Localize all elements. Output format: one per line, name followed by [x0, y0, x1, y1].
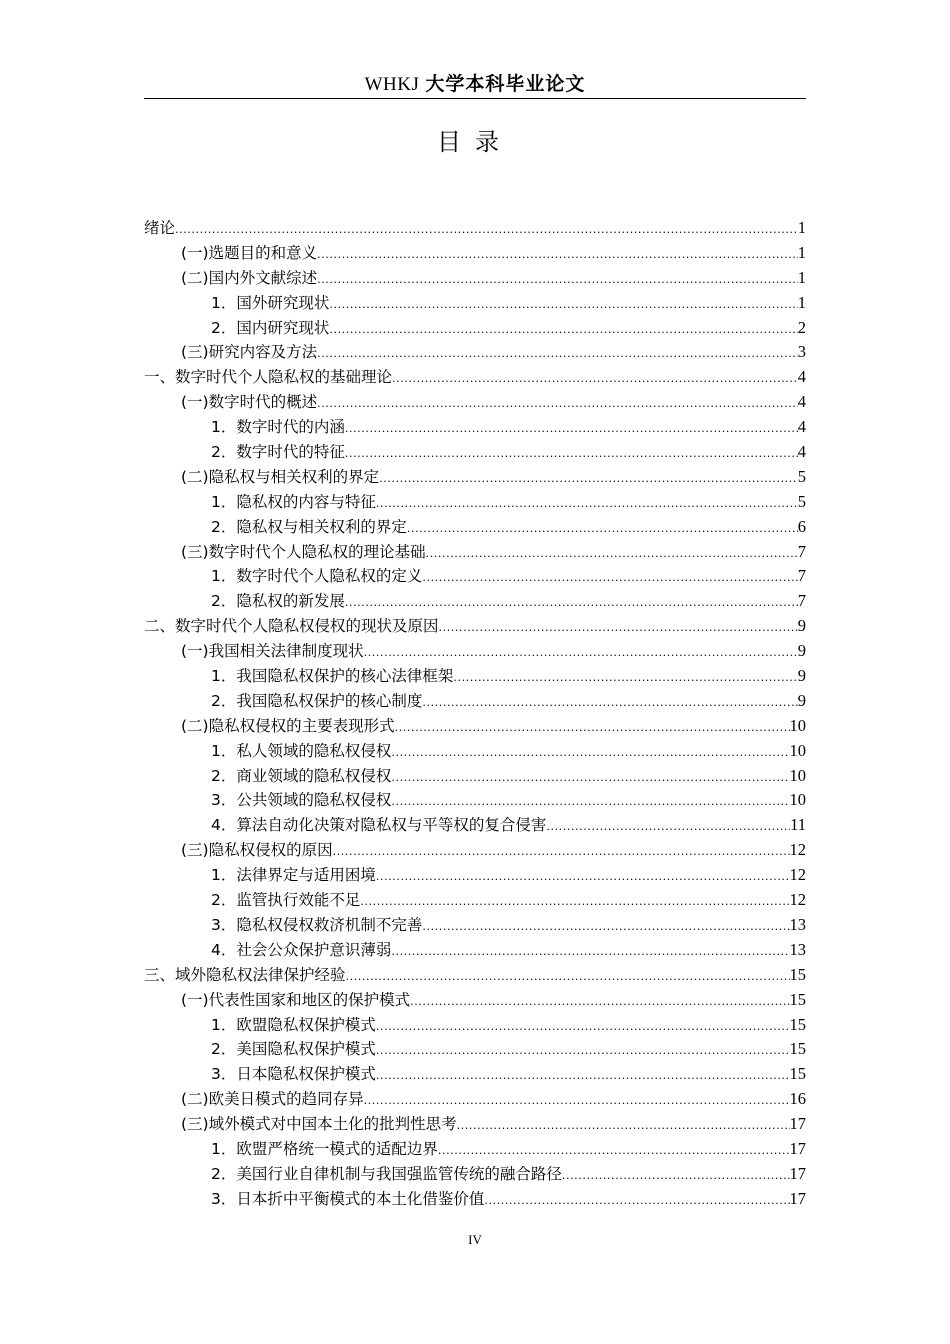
toc-entry-page: 4	[797, 392, 806, 412]
toc-dot-leader	[484, 1189, 789, 1214]
toc-entry-page: 7	[797, 566, 806, 586]
toc-entry-title: 4．社会公众保护意识薄弱	[211, 940, 392, 959]
toc-dot-leader	[333, 840, 790, 865]
toc-dot-leader	[562, 1164, 790, 1189]
toc-entry[interactable]	[144, 515, 806, 540]
toc-entry-page: 9	[797, 616, 806, 636]
toc-entry-page: 5	[797, 466, 806, 486]
toc-entry-page: 17	[789, 1188, 806, 1208]
toc-entry[interactable]	[144, 689, 806, 714]
toc-entry[interactable]	[144, 714, 806, 739]
toc-entry-page: 1	[797, 267, 806, 287]
toc-entry[interactable]	[144, 340, 806, 365]
toc-entry-page: 1	[797, 218, 806, 237]
toc-dot-leader	[376, 1015, 790, 1040]
toc-dot-leader	[546, 815, 790, 840]
toc-entry[interactable]	[144, 764, 806, 789]
toc-dot-leader	[329, 318, 797, 343]
toc-entry-title: 绪论	[144, 219, 176, 237]
toc-entry-page: 16	[789, 1089, 806, 1109]
toc-dot-leader	[391, 790, 789, 815]
toc-entry[interactable]	[144, 1087, 806, 1112]
toc-entry-page: 2	[797, 317, 806, 337]
page-number: IV	[468, 1232, 482, 1247]
toc-entry[interactable]	[144, 913, 806, 938]
toc-entry[interactable]	[144, 440, 806, 465]
toc-dot-leader	[317, 392, 798, 417]
toc-entry[interactable]	[144, 739, 806, 764]
toc-entry[interactable]	[144, 540, 806, 565]
toc-entry-title: (二)隐私权与相关权利的界定	[181, 467, 380, 486]
toc-entry-title: (二)欧美日模式的趋同存异	[181, 1090, 364, 1109]
toc-dot-leader	[422, 915, 789, 940]
toc-entry-title: 2．国内研究现状	[211, 318, 330, 337]
toc-dot-leader	[364, 1089, 790, 1114]
toc-dot-leader	[391, 766, 789, 791]
toc-entry-page: 15	[789, 964, 806, 984]
toc-entry-page: 3	[797, 342, 806, 362]
toc-entry-page: 15	[789, 1039, 806, 1059]
toc-entry-page: 17	[789, 1114, 806, 1134]
toc-entry-page: 10	[789, 740, 806, 760]
toc-entry-title: 2．监管执行效能不足	[211, 891, 361, 910]
toc-dot-leader	[395, 716, 790, 741]
toc-entry-title: 1．国外研究现状	[211, 293, 330, 312]
toc-dot-leader	[329, 293, 797, 318]
toc-dot-leader	[410, 990, 789, 1015]
toc-dot-leader	[360, 890, 789, 915]
toc-entry-title: (三)域外模式对中国本土化的批判性思考	[181, 1115, 457, 1134]
toc-entry[interactable]	[144, 490, 806, 515]
toc-entry[interactable]	[144, 266, 806, 291]
toc-entry-page: 17	[789, 1163, 806, 1183]
toc-entry[interactable]	[144, 1112, 806, 1137]
toc-entry[interactable]	[144, 813, 806, 838]
toc-entry[interactable]	[144, 415, 806, 440]
toc-entry-title: 1．法律界定与适用困境	[211, 866, 376, 885]
table-of-contents	[144, 216, 806, 1212]
toc-dot-leader	[453, 666, 797, 691]
toc-dot-leader	[345, 591, 798, 616]
toc-entry[interactable]	[144, 788, 806, 813]
toc-entry[interactable]	[144, 1013, 806, 1038]
toc-entry[interactable]	[144, 390, 806, 415]
toc-entry-title: 二、数字时代个人隐私权侵权的现状及原因	[144, 617, 439, 636]
toc-entry-page: 1	[797, 242, 806, 262]
toc-dot-leader	[457, 1114, 790, 1139]
toc-entry[interactable]	[144, 1137, 806, 1162]
toc-dot-leader	[422, 691, 797, 716]
toc-entry-title: 1．数字时代个人隐私权的定义	[211, 567, 423, 586]
toc-entry-title: (一)我国相关法律制度现状	[181, 642, 364, 661]
toc-entry[interactable]	[144, 988, 806, 1013]
toc-entry-page: 5	[797, 491, 806, 511]
toc-entry[interactable]	[144, 614, 806, 639]
toc-dot-leader	[376, 1039, 790, 1064]
toc-entry-title: 2．我国隐私权保护的核心制度	[211, 691, 423, 710]
toc-entry-page: 10	[789, 790, 806, 810]
toc-entry[interactable]	[144, 589, 806, 614]
header-school-code: WHKJ	[364, 74, 420, 95]
toc-entry-title: 1．我国隐私权保护的核心法律框架	[211, 667, 454, 686]
toc-entry-title: (二)隐私权侵权的主要表现形式	[181, 716, 395, 735]
toc-entry-title: 4．算法自动化决策对隐私权与平等权的复合侵害	[211, 816, 547, 835]
toc-dot-leader	[439, 616, 798, 641]
toc-dot-leader	[175, 218, 798, 243]
toc-entry-page: 11	[790, 815, 806, 835]
toc-entry-page: 17	[789, 1138, 806, 1158]
toc-entry[interactable]	[144, 888, 806, 913]
toc-entry-page: 13	[789, 914, 806, 934]
toc-entry-page: 15	[789, 989, 806, 1009]
toc-entry-title: (一)数字时代的概述	[181, 393, 318, 412]
toc-entry-page: 4	[797, 442, 806, 462]
toc-entry-page: 12	[789, 840, 806, 860]
toc-entry[interactable]	[144, 838, 806, 863]
toc-dot-leader	[379, 467, 798, 492]
toc-entry-title: (三)隐私权侵权的原因	[181, 841, 333, 860]
toc-entry-page: 7	[797, 591, 806, 611]
toc-entry-page: 4	[797, 417, 806, 437]
toc-entry-page: 15	[789, 1064, 806, 1084]
toc-entry-title: 2．数字时代的特征	[211, 443, 345, 462]
toc-dot-leader	[317, 342, 798, 367]
toc-entry-title: 2．美国隐私权保护模式	[211, 1040, 376, 1059]
toc-dot-leader	[426, 542, 798, 567]
toc-dot-leader	[345, 442, 798, 467]
toc-entry[interactable]	[144, 291, 806, 316]
toc-entry[interactable]	[144, 216, 806, 241]
toc-entry-title: (一)代表性国家和地区的保护模式	[181, 990, 411, 1009]
toc-entry[interactable]	[144, 465, 806, 490]
toc-entry-page: 12	[789, 865, 806, 885]
toc-dot-leader	[317, 268, 798, 293]
toc-entry-title: 2．美国行业自律机制与我国强监管传统的融合路径	[211, 1164, 562, 1183]
toc-entry[interactable]	[144, 365, 806, 390]
toc-dot-leader	[376, 1064, 790, 1089]
toc-entry-title: (二)国内外文献综述	[181, 268, 318, 287]
toc-entry-title: 1．欧盟严格统一模式的适配边界	[211, 1139, 438, 1158]
toc-entry-title: 1．欧盟隐私权保护模式	[211, 1015, 376, 1034]
toc-entry-page: 1	[797, 292, 806, 312]
toc-entry[interactable]	[144, 1062, 806, 1087]
toc-dot-leader	[317, 243, 798, 268]
toc-entry-title: 2．隐私权与相关权利的界定	[211, 517, 407, 536]
toc-entry-title: 3．公共领域的隐私权侵权	[211, 791, 392, 810]
toc-dot-leader	[346, 965, 790, 990]
toc-dot-leader	[376, 865, 790, 890]
toc-dot-leader	[438, 1139, 790, 1164]
toc-dot-leader	[407, 517, 798, 542]
toc-entry-title: (一)选题目的和意义	[181, 243, 318, 262]
toc-dot-leader	[376, 492, 798, 517]
toc-entry-page: 10	[789, 765, 806, 785]
toc-entry-page: 12	[789, 890, 806, 910]
toc-entry-title: 1．私人领域的隐私权侵权	[211, 741, 392, 760]
toc-entry-title: (三)研究内容及方法	[181, 343, 318, 362]
toc-dot-leader	[392, 367, 798, 392]
toc-entry[interactable]	[144, 863, 806, 888]
toc-entry-page: 9	[797, 690, 806, 710]
toc-entry[interactable]	[144, 241, 806, 266]
toc-entry-page: 13	[789, 939, 806, 959]
toc-entry[interactable]	[144, 1187, 806, 1212]
toc-entry-title: 3．日本隐私权保护模式	[211, 1065, 376, 1084]
toc-dot-leader	[364, 641, 798, 666]
toc-entry-title: 2．隐私权的新发展	[211, 592, 345, 611]
toc-entry-page: 9	[797, 641, 806, 661]
toc-entry[interactable]	[144, 1162, 806, 1187]
toc-entry-page: 9	[797, 666, 806, 686]
toc-entry-title: (三)数字时代个人隐私权的理论基础	[181, 542, 426, 561]
toc-entry-page: 15	[789, 1014, 806, 1034]
toc-entry-page: 7	[797, 541, 806, 561]
toc-entry[interactable]	[144, 938, 806, 963]
toc-entry[interactable]	[144, 639, 806, 664]
toc-entry-title: 3．隐私权侵权救济机制不完善	[211, 915, 423, 934]
toc-entry-title: 一、数字时代个人隐私权的基础理论	[144, 368, 393, 387]
toc-dot-leader	[422, 566, 797, 591]
toc-entry-title: 三、域外隐私权法律保护经验	[144, 965, 346, 984]
toc-entry[interactable]	[144, 316, 806, 341]
page-header	[144, 70, 806, 99]
header-title: 大学本科毕业论文	[425, 73, 586, 95]
toc-dot-leader	[345, 417, 798, 442]
toc-entry-page: 4	[797, 367, 806, 387]
toc-entry-title: 1．隐私权的内容与特征	[211, 492, 376, 511]
toc-entry-page: 10	[789, 715, 806, 735]
toc-heading: 目录	[437, 128, 513, 156]
toc-entry-page: 6	[797, 516, 806, 536]
toc-dot-leader	[391, 741, 789, 766]
toc-entry-title: 1．数字时代的内涵	[211, 418, 345, 437]
toc-entry[interactable]	[144, 664, 806, 689]
toc-entry[interactable]	[144, 1037, 806, 1062]
toc-entry[interactable]	[144, 564, 806, 589]
toc-dot-leader	[391, 940, 789, 965]
toc-entry-title: 3．日本折中平衡模式的本土化借鉴价值	[211, 1189, 485, 1208]
toc-entry-title: 2．商业领域的隐私权侵权	[211, 766, 392, 785]
toc-entry[interactable]	[144, 963, 806, 988]
